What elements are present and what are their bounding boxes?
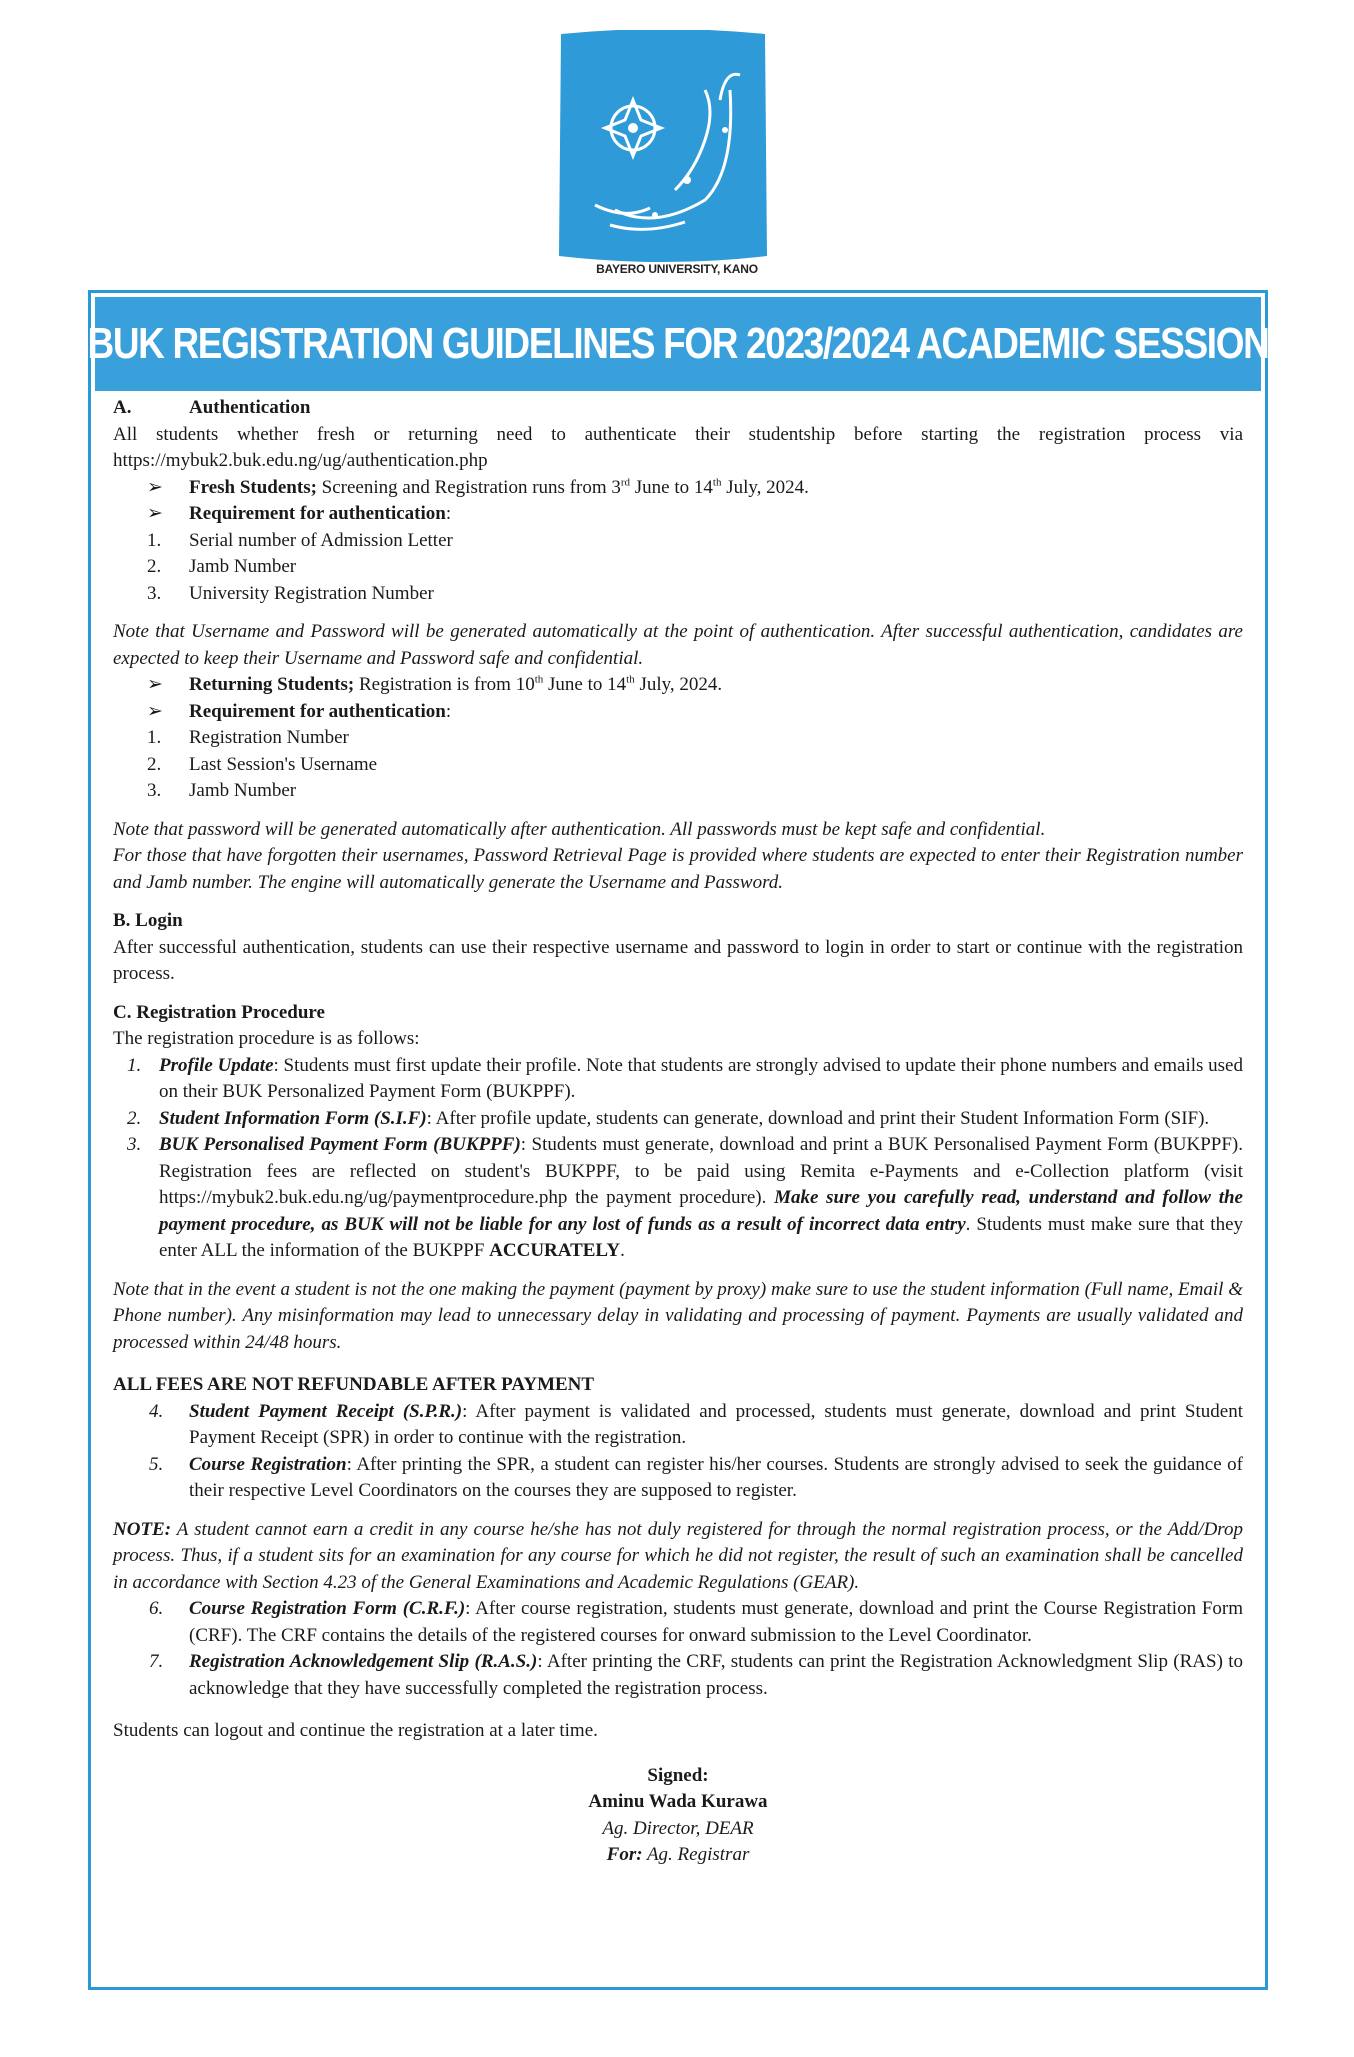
buk-crest-icon [555, 30, 771, 265]
arrow-bullet-icon: ➢ [147, 674, 163, 695]
guidelines-content [113, 395, 1243, 1869]
guidelines-frame [88, 290, 1268, 1990]
proxy-payment-note: Note that in the event a student is not the one making the payment (payment by proxy) make sure to use the student information (Full name, Email & Phone number). Any misinformation may lead to unnecessary delay in validating and processing of payment. Payments are usually validated and processed within 24/48 hours. [113, 1278, 1243, 1353]
section-c-heading: C. Registration Procedure [113, 1001, 325, 1023]
returning-students-line: ➢ Returning Students; Registration is from 10th June to 14th July, 2024. [113, 672, 1243, 699]
fees-notice: ALL FEES ARE NOT REFUNDABLE AFTER PAYMENT [113, 1374, 595, 1395]
returning-note-1: Note that password will be generated automatically after authentication. All passwords must be kept safe and confidential. [113, 818, 1046, 840]
returning-requirement-heading: ➢ Requirement for authentication: [113, 699, 1243, 726]
procedure-step: 7. Registration Acknowledgement Slip (R.A.S.): After printing the CRF, students can print the Registration Acknowledgment Slip (RAS) to acknowledge that they have successfully completed the registration process. [149, 1651, 1243, 1699]
section-a-heading: A. Authentication [113, 397, 311, 418]
returning-note-2: For those that have forgotten their usernames, Password Retrieval Page is provided where students are expected to enter their Registration number and Jamb number. The engine will automatically generate the Username and Password. [113, 845, 1243, 893]
university-logo [555, 30, 771, 265]
procedure-step: 2. Student Information Form (S.I.F): After profile update, students can generate, download and print their Student Information Form (SIF). [127, 1107, 1210, 1129]
list-item: 1. Serial number of Admission Letter [147, 529, 453, 551]
fresh-students-line: ➢ Fresh Students; Screening and Registration runs from 3rd June to 14th July, 2024. [113, 475, 1243, 502]
list-item: 3. University Registration Number [147, 582, 434, 604]
credit-note: NOTE: A student cannot earn a credit in any course he/she has not duly registered for through the normal registration process, or the Add/Drop process. Thus, if a student sits for an examination for any course for which he did not register, the result of such an examination shall be cancelled in accordance with Section 4.23 of the General Examinations and Academic Regulations (GEAR). [113, 1518, 1243, 1593]
list-item: 2. Last Session's Username [147, 753, 378, 775]
page-title: BUK REGISTRATION GUIDELINES FOR 2023/2024 ACADEMIC SESSION [87, 319, 1269, 368]
section-a-intro: All students whether fresh or returning need to authenticate their studentship before starting the registration process via https://mybuk2.buk.edu.ng/ug/authentication.php [113, 423, 1243, 471]
closing-text: Students can logout and continue the registration at a later time. [113, 1720, 598, 1741]
title-banner [87, 297, 1269, 391]
arrow-bullet-icon: ➢ [147, 503, 163, 524]
arrow-bullet-icon: ➢ [147, 700, 163, 722]
signatory-for: For: Ag. Registrar [606, 1844, 750, 1865]
university-name: BAYERO UNIVERSITY, KANO [596, 262, 758, 276]
section-b-text: After successful authentication, students can use their respective username and password to login in order to start or continue with the registration process. [113, 936, 1243, 984]
signatory-name: Aminu Wada Kurawa [588, 1791, 768, 1812]
procedure-step: 5. Course Registration: After printing the SPR, a student can register his/her courses. Students are strongly advised to seek the guidance of their respective Level Coordinators on the courses they are supposed to register. [149, 1453, 1243, 1501]
section-b-heading: B. Login [113, 910, 183, 931]
signature-block [113, 1763, 1243, 1869]
procedure-step: 6. Course Registration Form (C.R.F.): After course registration, students must generate, download and print the Course Registration Form (CRF). The CRF contains the details of the registered courses for onward submission to the Level Coordinator. [149, 1598, 1244, 1646]
signed-label: Signed: [647, 1764, 709, 1786]
procedure-step: 1. Profile Update: Students must first update their profile. Note that students are strongly advised to update their phone numbers and emails used on their BUK Personalized Payment Form (BUKPPF). [127, 1054, 1243, 1102]
signatory-role: Ag. Director, DEAR [602, 1817, 754, 1839]
list-item: 3. Jamb Number [147, 780, 297, 801]
fresh-note: Note that Username and Password will be generated automatically at the point of authentication. After successful authentication, candidates are expected to keep their Username and Password safe and confidential. [113, 621, 1243, 669]
procedure-step: 3. BUK Personalised Payment Form (BUKPPF): Students must generate, download and print a BUK Personalised Payment Form (BUKPPF). Registration fees are reflected on student's BUKPPF, to be paid using Remita e-Payments and e-Collection platform (visit https://mybuk2.buk.edu.ng/ug/paymentprocedure.php the payment procedure). Make sure you carefully read, understand and follow the payment procedure, as BUK will not be liable for any lost of funds as a result of incorrect data entry. Students must make sure that they enter ALL the information of the BUKPPF ACCURATELY. [127, 1134, 1243, 1261]
list-item: 2. Jamb Number [147, 556, 297, 577]
list-item: 1. Registration Number [147, 727, 349, 748]
section-c-intro: The registration procedure is as follows: [113, 1028, 420, 1049]
arrow-bullet-icon: ➢ [147, 476, 163, 498]
fresh-requirement-heading: ➢ Requirement for authentication: [113, 501, 1243, 528]
procedure-step: 4. Student Payment Receipt (S.P.R.): After payment is validated and processed, students must generate, download and print Student Payment Receipt (SPR) in order to continue with the registration. [149, 1400, 1243, 1448]
